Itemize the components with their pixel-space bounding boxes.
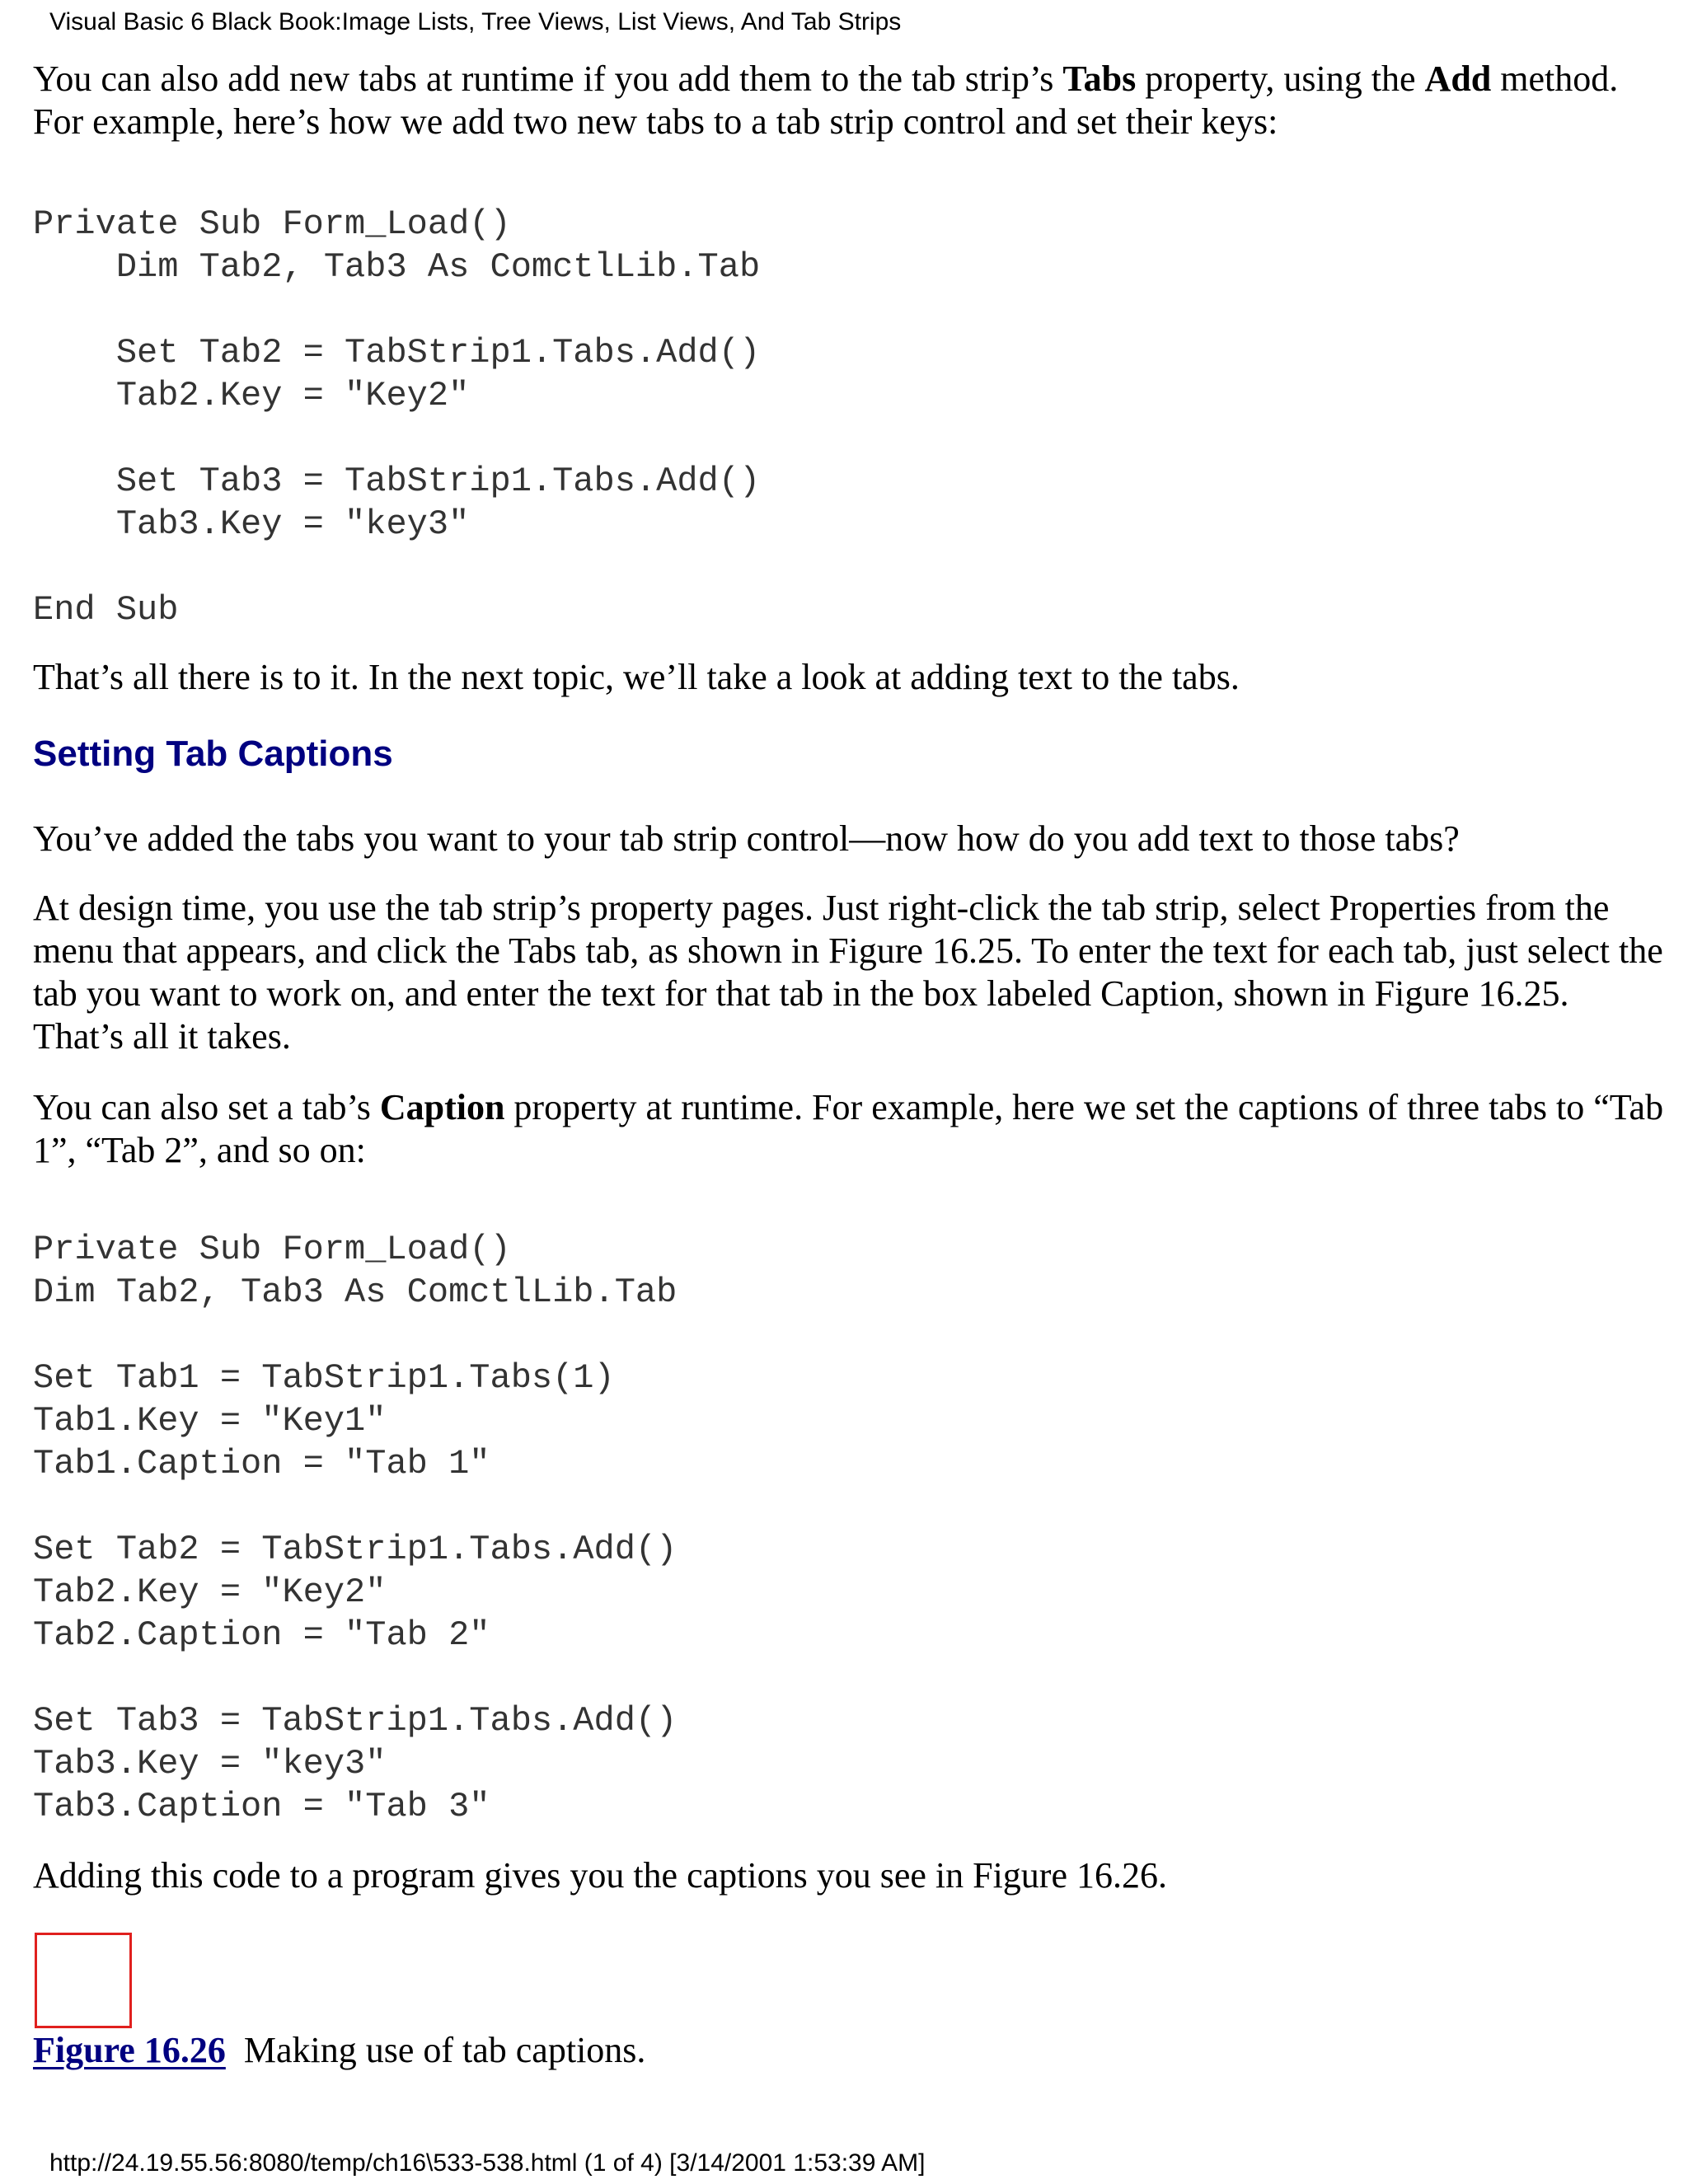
para4-text-1: You can also set a tab’s (33, 1087, 380, 1127)
intro-text-3: method. For example, here’s how we add two new tabs to a tab strip control and set their keys: (33, 59, 1619, 142)
intro-text-1: You can also add new tabs at runtime if you add them to the tab strip’s (33, 59, 1063, 99)
broken-image-placeholder (35, 1933, 132, 2028)
paragraph-2: You’ve added the tabs you want to your tab strip control—now how do you add text to those tabs? (33, 818, 1460, 859)
paragraph-4 (33, 1086, 1665, 1172)
paragraph-5: Adding this code to a program gives you the captions you see in Figure 16.26. (33, 1855, 1167, 1896)
paragraph-3: At design time, you use the tab strip’s property pages. Just right-click the tab strip, select Properties from the menu that appears, and click the Tabs tab, as shown in Figure 16.25. To enter the text for each tab, just select the tab you want to work on, and enter the text for that tab in the box labeled Caption, shown in Figure 16.25. That’s all it takes. (33, 888, 1663, 1057)
figure-link[interactable]: Figure 16.26 (33, 2030, 226, 2070)
section-heading: Setting Tab Captions (33, 733, 393, 774)
page-footer-url: http://24.19.55.56:8080/temp/ch16\533-538.html (1 of 4) [3/14/2001 1:53:39 AM] (49, 2149, 926, 2177)
page-header: Visual Basic 6 Black Book:Image Lists, Tree Views, List Views, And Tab Strips (49, 8, 902, 35)
code-block-2: Private Sub Form_Load() Dim Tab2, Tab3 As ComctlLib.Tab Set Tab1 = TabStrip1.Tabs(1) Tab1.Key = "Key1" Tab1.Caption = "Tab 1" Set Tab2 = TabStrip1.Tabs.Add() Tab2.Key = "Key2" Tab2.Caption = "Tab 2" Set Tab3 = TabStrip1.Tabs.Add() Tab3.Key = "key3" Tab3.Caption = "Tab 3" (33, 1230, 678, 1826)
code-block-1: Private Sub Form_Load() Dim Tab2, Tab3 As ComctlLib.Tab Set Tab2 = TabStrip1.Tabs.Add() Tab2.Key = "Key2" Set Tab3 = TabStrip1.Tabs.Add() Tab3.Key = "key3" End Sub (33, 204, 761, 630)
para4-bold-caption: Caption (379, 1087, 505, 1127)
para4-text-2: property at runtime. For example, here we set the captions of three tabs to “Tab 1”, “Tab 2”, and so on: (33, 1087, 1664, 1170)
intro-bold-tabs: Tabs (1062, 59, 1137, 99)
intro-paragraph (33, 58, 1665, 143)
intro-bold-add: Add (1424, 59, 1492, 99)
figure-caption-text: Making use of tab captions. (225, 2030, 646, 2070)
figure-caption (33, 2029, 645, 2072)
paragraph-after-code-1: That’s all there is to it. In the next topic, we’ll take a look at adding text to the tabs. (33, 657, 1240, 697)
intro-text-2: property, using the (1136, 59, 1425, 99)
